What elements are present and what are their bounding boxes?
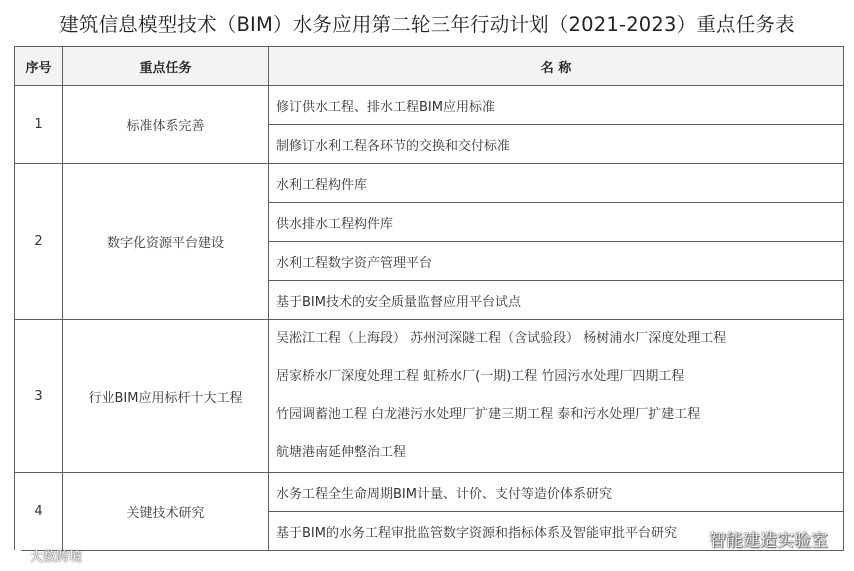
row-number: 3 — [15, 320, 63, 473]
item-name: 航塘港南延伸整治工程 — [276, 445, 407, 460]
item-name: 修订供水工程、排水工程BIM应用标准 — [269, 86, 844, 125]
watermark-right — [677, 526, 828, 551]
table-row — [15, 164, 844, 203]
header-name: 名 称 — [269, 47, 844, 86]
task-name: 标准体系完善 — [63, 86, 269, 164]
row-number: 1 — [15, 86, 63, 164]
wechat-icon — [677, 528, 703, 550]
item-name: 居家桥水厂深度处理工程 虹桥水厂(一期)工程 竹园污水处理厂四期工程 — [276, 369, 685, 384]
task-name: 行业BIM应用标杆十大工程 — [63, 320, 269, 473]
watermark-logo-icon — [8, 549, 26, 563]
table-header-row — [15, 47, 844, 86]
row-number: 2 — [15, 164, 63, 320]
item-name: 基于BIM的水务工程审批监管数字资源和指标体系及智能审批平台研究 — [269, 512, 844, 551]
item-name: 竹园调蓄池工程 白龙港污水处理厂扩建三期工程 泰和污水处理厂扩建工程 — [276, 407, 701, 422]
item-name: 水务工程全生命周期BIM计量、计价、支付等造价体系研究 — [269, 473, 844, 512]
item-name: 基于BIM技术的安全质量监督应用平台试点 — [269, 281, 844, 320]
page-title: 建筑信息模型技术（BIM）水务应用第二轮三年行动计划（2021-2023）重点任务表 — [59, 13, 795, 36]
item-name: 制修订水利工程各环节的交换和交付标准 — [269, 125, 844, 164]
watermark-right-text: 智能建造实验室 — [709, 531, 828, 551]
task-name: 数字化资源平台建设 — [63, 164, 269, 320]
item-name: 吴淞江工程（上海段） 苏州河深隧工程（含试验段） 杨树浦水厂深度处理工程 — [276, 331, 727, 346]
row-number: 4 — [15, 473, 63, 551]
table-row — [15, 320, 844, 473]
task-table — [14, 46, 844, 551]
item-name: 供水排水工程构件库 — [269, 203, 844, 242]
item-list — [269, 320, 844, 473]
watermark-left-text: 大数跨境 — [30, 550, 83, 565]
header-task: 重点任务 — [63, 47, 269, 86]
table-row — [15, 473, 844, 512]
item-name: 水利工程构件库 — [269, 164, 844, 203]
header-number: 序号 — [15, 47, 63, 86]
table-row — [15, 86, 844, 125]
task-name: 关键技术研究 — [63, 473, 269, 551]
watermark-left — [8, 546, 82, 565]
item-name: 水利工程数字资产管理平台 — [269, 242, 844, 281]
